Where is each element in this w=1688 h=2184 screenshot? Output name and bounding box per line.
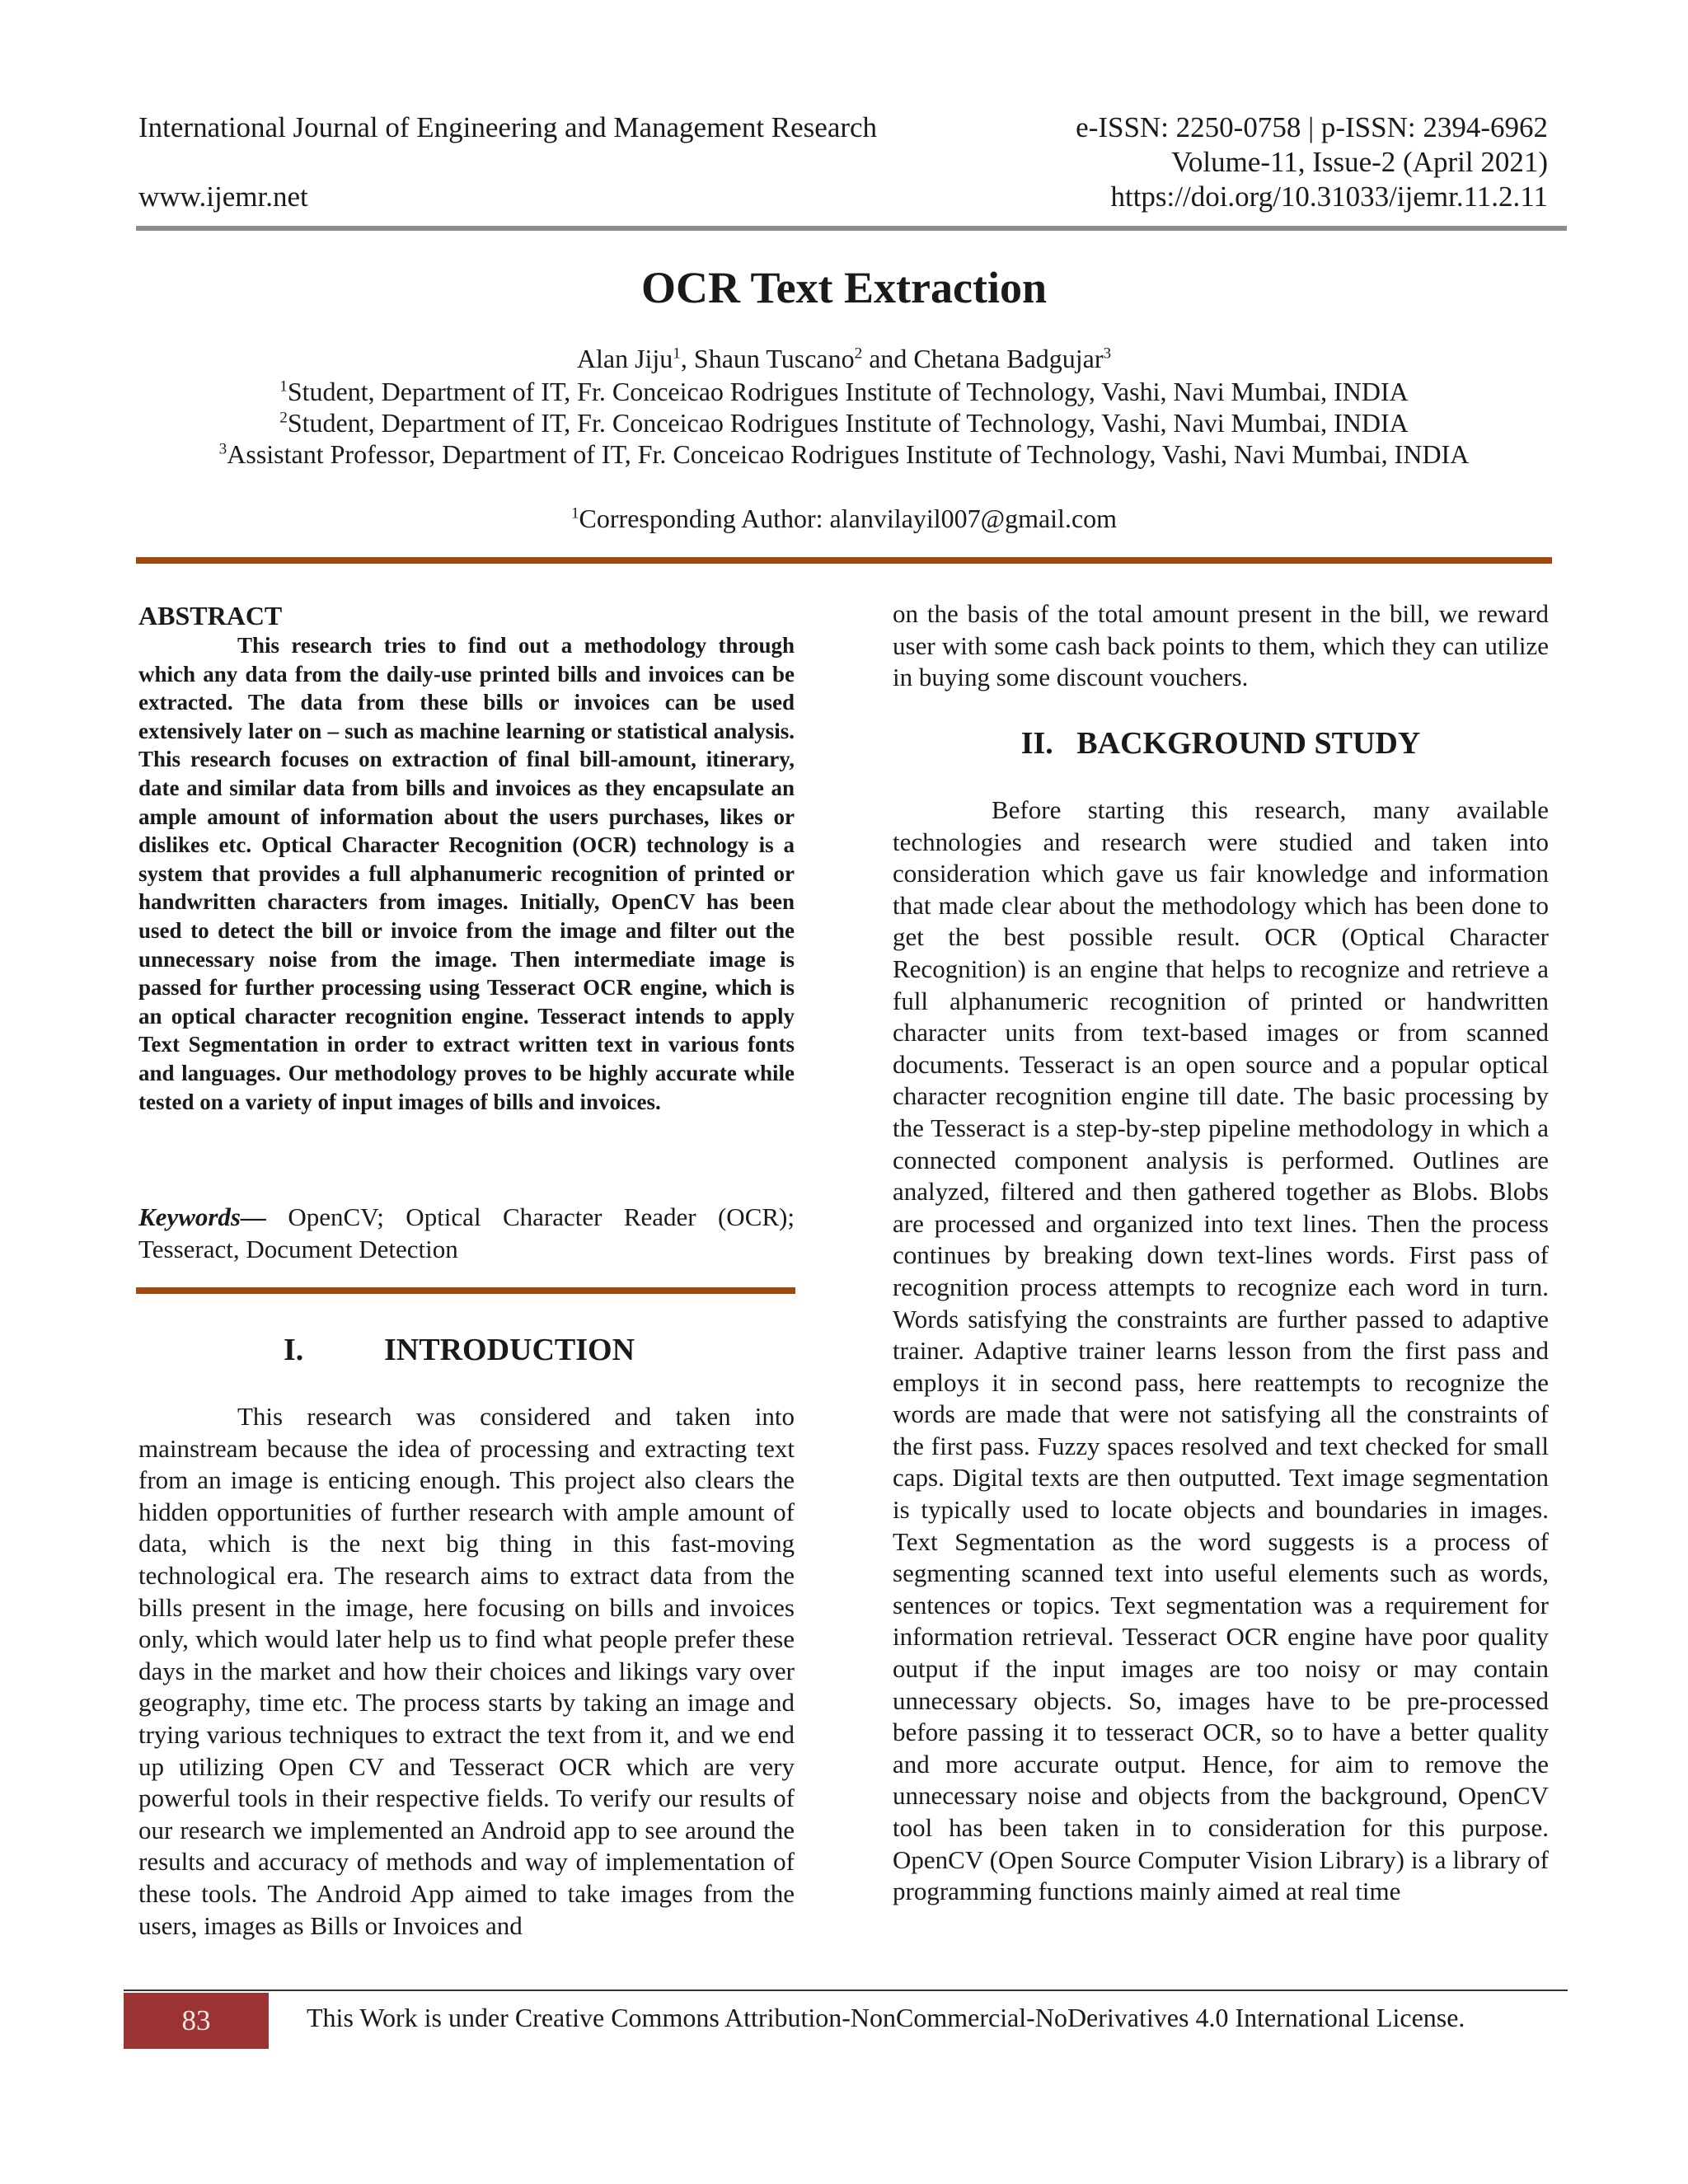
author-line [0,343,1688,374]
keywords-block [138,1202,795,1265]
intro-continuation: on the basis of the total amount present in the bill, we reward user with some cash back points to them, which they can utilize in buying some discount vouchers. [893,599,1549,692]
issn: e-ISSN: 2250-0758 | p-ISSN: 2394-6962 [1076,111,1548,143]
left-column [138,600,795,1116]
author-name: and Chetana Badgujar [862,344,1104,373]
intro-number: I. [284,1333,304,1367]
background-body: Before starting this research, many available technologies and research were studied and taken into consideration which gave us fair knowledge and information that made clear about the methodology which has been done to get the best possible result. OCR (Optical Character Recognition) is an engine that helps to recognize and retrieve a full alphanumeric recognition of printed or handwritten character units from text-based images or from scanned documents. Tesseract is an open source and a popular optical character recognition engine till date. The basic processing by the Tesseract is a step-by-step pipeline methodology in which a connected component analysis is performed. Outlines are analyzed, filtered and then gathered together as Blobs. Blobs are processed and organized into text lines. Then the process continues by breaking down text-lines words. First pass of recognition process attempts to recognize each word in turn. Words satisfying the constraints are further passed to adaptive trainer. Adaptive trainer learns lesson from the first pass and employs it in second pass, here reattempts to recognize the words are made that were not satisfying all the constraints of the first pass. Fuzzy spaces resolved and text checked for small caps. Digital texts are then outputted. Text image segmentation is typically used to locate objects and boundaries in images. Text Segmentation as the word suggests is a process of segmenting scanned text into useful elements such as words, sentences or topics. Text segmentation was a requirement for information retrieval. Tesseract OCR engine have poor quality output if the input images are too noisy or may contain unnecessary objects. So, images have to be pre-processed before passing it to tesseract OCR, so to have a better quality and more accurate output. Hence, for aim to remove the unnecessary noise and objects from the background, OpenCV tool has been taken in to consideration for this purpose. OpenCV (Open Source Computer Vision Library) is a library of programming functions mainly aimed at real time [893,795,1549,1906]
background-section [893,794,1549,1908]
header-divider [136,226,1567,231]
author-name: Alan Jiju [576,344,673,373]
intro-heading: INTRODUCTION [384,1333,635,1367]
affiliation-text: Student, Department of IT, Fr. Conceicao Rodrigues Institute of Technology, Vashi, Navi Mumbai, INDIA [287,377,1409,406]
title-divider [136,557,1552,564]
author-mark: 1 [673,344,681,363]
author-mark: 2 [854,344,863,363]
keywords-text: OpenCV; Optical Character Reader (OCR); Tesseract, Document Detection [138,1202,795,1263]
footer-divider [124,1990,1568,1991]
paper-title: OCR Text Extraction [641,263,1047,312]
affiliation-text: Student, Department of IT, Fr. Conceicao Rodrigues Institute of Technology, Vashi, Navi Mumbai, INDIA [287,408,1409,438]
affiliation-mark: 2 [279,409,288,427]
abstract-divider [136,1287,795,1294]
journal-name: International Journal of Engineering and Management Research [138,111,878,143]
license-notice: This Work is under Creative Commons Attribution-NonCommercial-NoDerivatives 4.0 International License. [307,2003,1465,2032]
intro-section [138,1401,795,1942]
abstract-body: This research tries to find out a methodology through which any data from the daily-use printed bills and invoices can be extracted. The data from these bills or invoices can be used extensively later on – such as machine learning or statistical analysis. This research focuses on extraction of final bill-amount, itinerary, date and similar data from bills and invoices as they encapsulate an ample amount of information about the users purchases, likes or dislikes etc. Optical Character Recognition (OCR) technology is a system that provides a full alphanumeric recognition of printed or handwritten characters from images. Initially, OpenCV has been used to detect the bill or invoice from the image and filter out the unnecessary noise from the image. Then intermediate image is passed for further processing using Tesseract OCR engine, which is an optical character recognition engine. Tesseract intends to apply Text Segmentation in order to extract written text in various fonts and languages. Our methodology proves to be highly accurate while tested on a variety of input images of bills and invoices. [138,633,795,1114]
keywords-label: Keywords— [138,1202,266,1231]
intro-body: This research was considered and taken into mainstream because the idea of processing and extracting text from an image is enticing enough. This project also clears the hidden opportunities of further research with ample amount of data, which is the next big thing in this fast-moving technological era. The research aims to extract data from the bills present in the image, here focusing on bills and invoices only, which would later help us to find what people prefer these days in the market and how their choices and likings vary over geography, time etc. The process starts by taking an image and trying various techniques to extract the text from it, and we end up utilizing Open CV and Tesseract OCR which are very powerful tools in their respective fields. To verify our results of our research we implemented an Android app to see around the results and accuracy of methods and way of implementation of these tools. The Android App aimed to take images from the users, images as Bills or Invoices and [138,1402,795,1940]
affiliation-2 [0,407,1688,438]
corresponding-author [0,503,1688,534]
affiliation-mark: 3 [218,440,227,458]
affiliation-mark: 1 [279,377,288,396]
doi: https://doi.org/10.31033/ijemr.11.2.11 [1110,180,1548,213]
affiliation-1 [0,376,1688,407]
author-mark: 3 [1103,344,1112,363]
right-column [893,598,1549,694]
corresponding-text: Corresponding Author: alanvilayil007@gmail.com [579,504,1118,533]
abstract-heading: ABSTRACT [138,601,283,630]
volume-issue: Volume-11, Issue-2 (April 2021) [1171,146,1548,178]
background-heading: II. BACKGROUND STUDY [1020,726,1421,761]
corresponding-mark: 1 [570,504,579,523]
affiliation-3 [0,438,1688,470]
journal-website: www.ijemr.net [138,180,308,213]
affiliation-text: Assistant Professor, Department of IT, Fr. Conceicao Rodrigues Institute of Technology, Vashi, Navi Mumbai, INDIA [227,439,1470,469]
author-name: , Shaun Tuscano [680,344,855,373]
page-number: 83 [124,1993,269,2049]
